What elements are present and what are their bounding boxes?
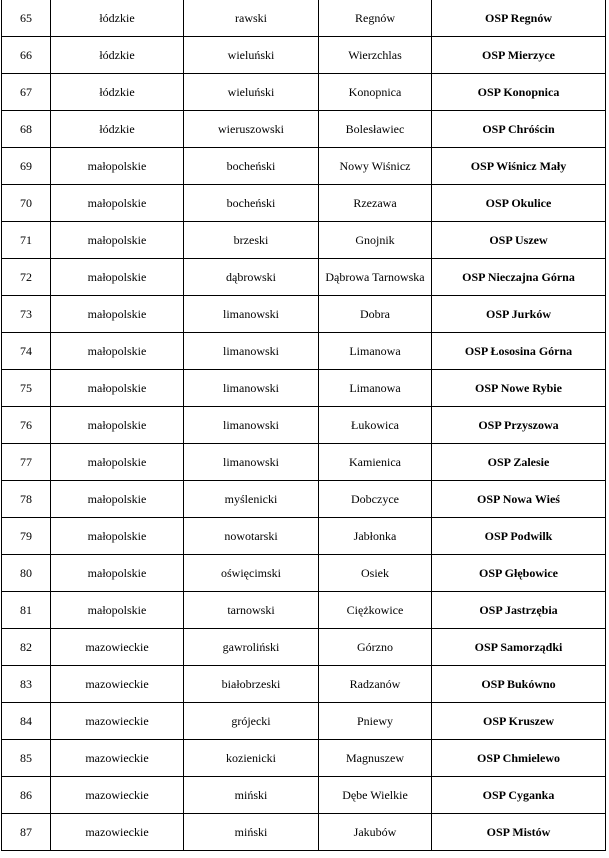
fire-brigade-cell: OSP Nieczajna Górna bbox=[432, 259, 606, 296]
voivodeship-cell: łódzkie bbox=[51, 37, 184, 74]
commune-cell: Bolesławiec bbox=[319, 111, 432, 148]
county-cell: grójecki bbox=[184, 703, 319, 740]
voivodeship-cell: małopolskie bbox=[51, 333, 184, 370]
row-number-cell: 79 bbox=[2, 518, 51, 555]
table-row bbox=[2, 629, 606, 666]
voivodeship-cell: łódzkie bbox=[51, 111, 184, 148]
table-row bbox=[2, 74, 606, 111]
row-number-cell: 75 bbox=[2, 370, 51, 407]
row-number-cell: 73 bbox=[2, 296, 51, 333]
table-row bbox=[2, 481, 606, 518]
fire-brigade-cell: OSP Nowe Rybie bbox=[432, 370, 606, 407]
voivodeship-cell: mazowieckie bbox=[51, 629, 184, 666]
commune-cell: Limanowa bbox=[319, 333, 432, 370]
voivodeship-cell: małopolskie bbox=[51, 259, 184, 296]
fire-brigade-cell: OSP Mierzyce bbox=[432, 37, 606, 74]
voivodeship-cell: mazowieckie bbox=[51, 703, 184, 740]
voivodeship-cell: mazowieckie bbox=[51, 814, 184, 851]
county-cell: limanowski bbox=[184, 407, 319, 444]
commune-cell: Górzno bbox=[319, 629, 432, 666]
commune-cell: Dobczyce bbox=[319, 481, 432, 518]
voivodeship-cell: mazowieckie bbox=[51, 666, 184, 703]
table-row bbox=[2, 185, 606, 222]
table-row bbox=[2, 444, 606, 481]
county-cell: białobrzeski bbox=[184, 666, 319, 703]
fire-brigade-cell: OSP Jurków bbox=[432, 296, 606, 333]
fire-brigade-cell: OSP Zalesie bbox=[432, 444, 606, 481]
county-cell: tarnowski bbox=[184, 592, 319, 629]
commune-cell: Dębe Wielkie bbox=[319, 777, 432, 814]
fire-brigade-cell: OSP Chróścin bbox=[432, 111, 606, 148]
commune-cell: Magnuszew bbox=[319, 740, 432, 777]
commune-cell: Pniewy bbox=[319, 703, 432, 740]
fire-brigade-cell: OSP Przyszowa bbox=[432, 407, 606, 444]
voivodeship-cell: małopolskie bbox=[51, 407, 184, 444]
fire-brigade-cell: OSP Głębowice bbox=[432, 555, 606, 592]
county-cell: kozienicki bbox=[184, 740, 319, 777]
voivodeship-cell: małopolskie bbox=[51, 370, 184, 407]
commune-cell: Jabłonka bbox=[319, 518, 432, 555]
table-row bbox=[2, 296, 606, 333]
commune-cell: Wierzchlas bbox=[319, 37, 432, 74]
row-number-cell: 77 bbox=[2, 444, 51, 481]
commune-cell: Kamienica bbox=[319, 444, 432, 481]
row-number-cell: 74 bbox=[2, 333, 51, 370]
table-row bbox=[2, 111, 606, 148]
county-cell: limanowski bbox=[184, 296, 319, 333]
table-row bbox=[2, 407, 606, 444]
commune-cell: Limanowa bbox=[319, 370, 432, 407]
row-number-cell: 65 bbox=[2, 0, 51, 37]
table-row bbox=[2, 259, 606, 296]
fire-brigade-cell: OSP Chmielewo bbox=[432, 740, 606, 777]
table-row bbox=[2, 370, 606, 407]
commune-cell: Ciężkowice bbox=[319, 592, 432, 629]
county-cell: miński bbox=[184, 777, 319, 814]
voivodeship-cell: małopolskie bbox=[51, 444, 184, 481]
county-cell: limanowski bbox=[184, 444, 319, 481]
county-cell: rawski bbox=[184, 0, 319, 37]
fire-brigade-cell: OSP Kruszew bbox=[432, 703, 606, 740]
table-row bbox=[2, 148, 606, 185]
fire-brigade-cell: OSP Bukówno bbox=[432, 666, 606, 703]
row-number-cell: 87 bbox=[2, 814, 51, 851]
fire-brigade-cell: OSP Wiśnicz Mały bbox=[432, 148, 606, 185]
row-number-cell: 68 bbox=[2, 111, 51, 148]
row-number-cell: 81 bbox=[2, 592, 51, 629]
voivodeship-cell: małopolskie bbox=[51, 222, 184, 259]
voivodeship-cell: mazowieckie bbox=[51, 777, 184, 814]
osp-table-body bbox=[2, 0, 606, 851]
table-row bbox=[2, 814, 606, 851]
commune-cell: Osiek bbox=[319, 555, 432, 592]
table-row bbox=[2, 518, 606, 555]
voivodeship-cell: małopolskie bbox=[51, 518, 184, 555]
voivodeship-cell: małopolskie bbox=[51, 555, 184, 592]
commune-cell: Dąbrowa Tarnowska bbox=[319, 259, 432, 296]
fire-brigade-cell: OSP Uszew bbox=[432, 222, 606, 259]
fire-brigade-cell: OSP Podwilk bbox=[432, 518, 606, 555]
row-number-cell: 69 bbox=[2, 148, 51, 185]
voivodeship-cell: małopolskie bbox=[51, 296, 184, 333]
row-number-cell: 86 bbox=[2, 777, 51, 814]
county-cell: limanowski bbox=[184, 370, 319, 407]
county-cell: oświęcimski bbox=[184, 555, 319, 592]
county-cell: limanowski bbox=[184, 333, 319, 370]
voivodeship-cell: małopolskie bbox=[51, 185, 184, 222]
voivodeship-cell: małopolskie bbox=[51, 481, 184, 518]
table-row bbox=[2, 222, 606, 259]
voivodeship-cell: łódzkie bbox=[51, 0, 184, 37]
row-number-cell: 70 bbox=[2, 185, 51, 222]
county-cell: bocheński bbox=[184, 148, 319, 185]
row-number-cell: 83 bbox=[2, 666, 51, 703]
fire-brigade-cell: OSP Samorządki bbox=[432, 629, 606, 666]
commune-cell: Rzezawa bbox=[319, 185, 432, 222]
county-cell: bocheński bbox=[184, 185, 319, 222]
county-cell: brzeski bbox=[184, 222, 319, 259]
voivodeship-cell: łódzkie bbox=[51, 74, 184, 111]
row-number-cell: 82 bbox=[2, 629, 51, 666]
row-number-cell: 66 bbox=[2, 37, 51, 74]
county-cell: myślenicki bbox=[184, 481, 319, 518]
table-row bbox=[2, 333, 606, 370]
commune-cell: Jakubów bbox=[319, 814, 432, 851]
table-row bbox=[2, 592, 606, 629]
commune-cell: Gnojnik bbox=[319, 222, 432, 259]
county-cell: wieluński bbox=[184, 37, 319, 74]
fire-brigade-cell: OSP Regnów bbox=[432, 0, 606, 37]
county-cell: gawroliński bbox=[184, 629, 319, 666]
voivodeship-cell: małopolskie bbox=[51, 148, 184, 185]
table-row bbox=[2, 555, 606, 592]
table-row bbox=[2, 740, 606, 777]
fire-brigade-cell: OSP Mistów bbox=[432, 814, 606, 851]
osp-table bbox=[1, 0, 606, 851]
voivodeship-cell: mazowieckie bbox=[51, 740, 184, 777]
fire-brigade-cell: OSP Cyganka bbox=[432, 777, 606, 814]
county-cell: dąbrowski bbox=[184, 259, 319, 296]
commune-cell: Radzanów bbox=[319, 666, 432, 703]
row-number-cell: 72 bbox=[2, 259, 51, 296]
fire-brigade-cell: OSP Konopnica bbox=[432, 74, 606, 111]
table-row bbox=[2, 777, 606, 814]
row-number-cell: 85 bbox=[2, 740, 51, 777]
county-cell: miński bbox=[184, 814, 319, 851]
fire-brigade-cell: OSP Łososina Górna bbox=[432, 333, 606, 370]
table-row bbox=[2, 37, 606, 74]
commune-cell: Konopnica bbox=[319, 74, 432, 111]
commune-cell: Regnów bbox=[319, 0, 432, 37]
table-row bbox=[2, 0, 606, 37]
table-row bbox=[2, 666, 606, 703]
fire-brigade-cell: OSP Okulice bbox=[432, 185, 606, 222]
row-number-cell: 84 bbox=[2, 703, 51, 740]
fire-brigade-cell: OSP Jastrzębia bbox=[432, 592, 606, 629]
row-number-cell: 76 bbox=[2, 407, 51, 444]
county-cell: wieruszowski bbox=[184, 111, 319, 148]
voivodeship-cell: małopolskie bbox=[51, 592, 184, 629]
row-number-cell: 71 bbox=[2, 222, 51, 259]
row-number-cell: 78 bbox=[2, 481, 51, 518]
county-cell: wieluński bbox=[184, 74, 319, 111]
fire-brigade-cell: OSP Nowa Wieś bbox=[432, 481, 606, 518]
commune-cell: Łukowica bbox=[319, 407, 432, 444]
row-number-cell: 80 bbox=[2, 555, 51, 592]
commune-cell: Nowy Wiśnicz bbox=[319, 148, 432, 185]
row-number-cell: 67 bbox=[2, 74, 51, 111]
commune-cell: Dobra bbox=[319, 296, 432, 333]
county-cell: nowotarski bbox=[184, 518, 319, 555]
table-row bbox=[2, 703, 606, 740]
